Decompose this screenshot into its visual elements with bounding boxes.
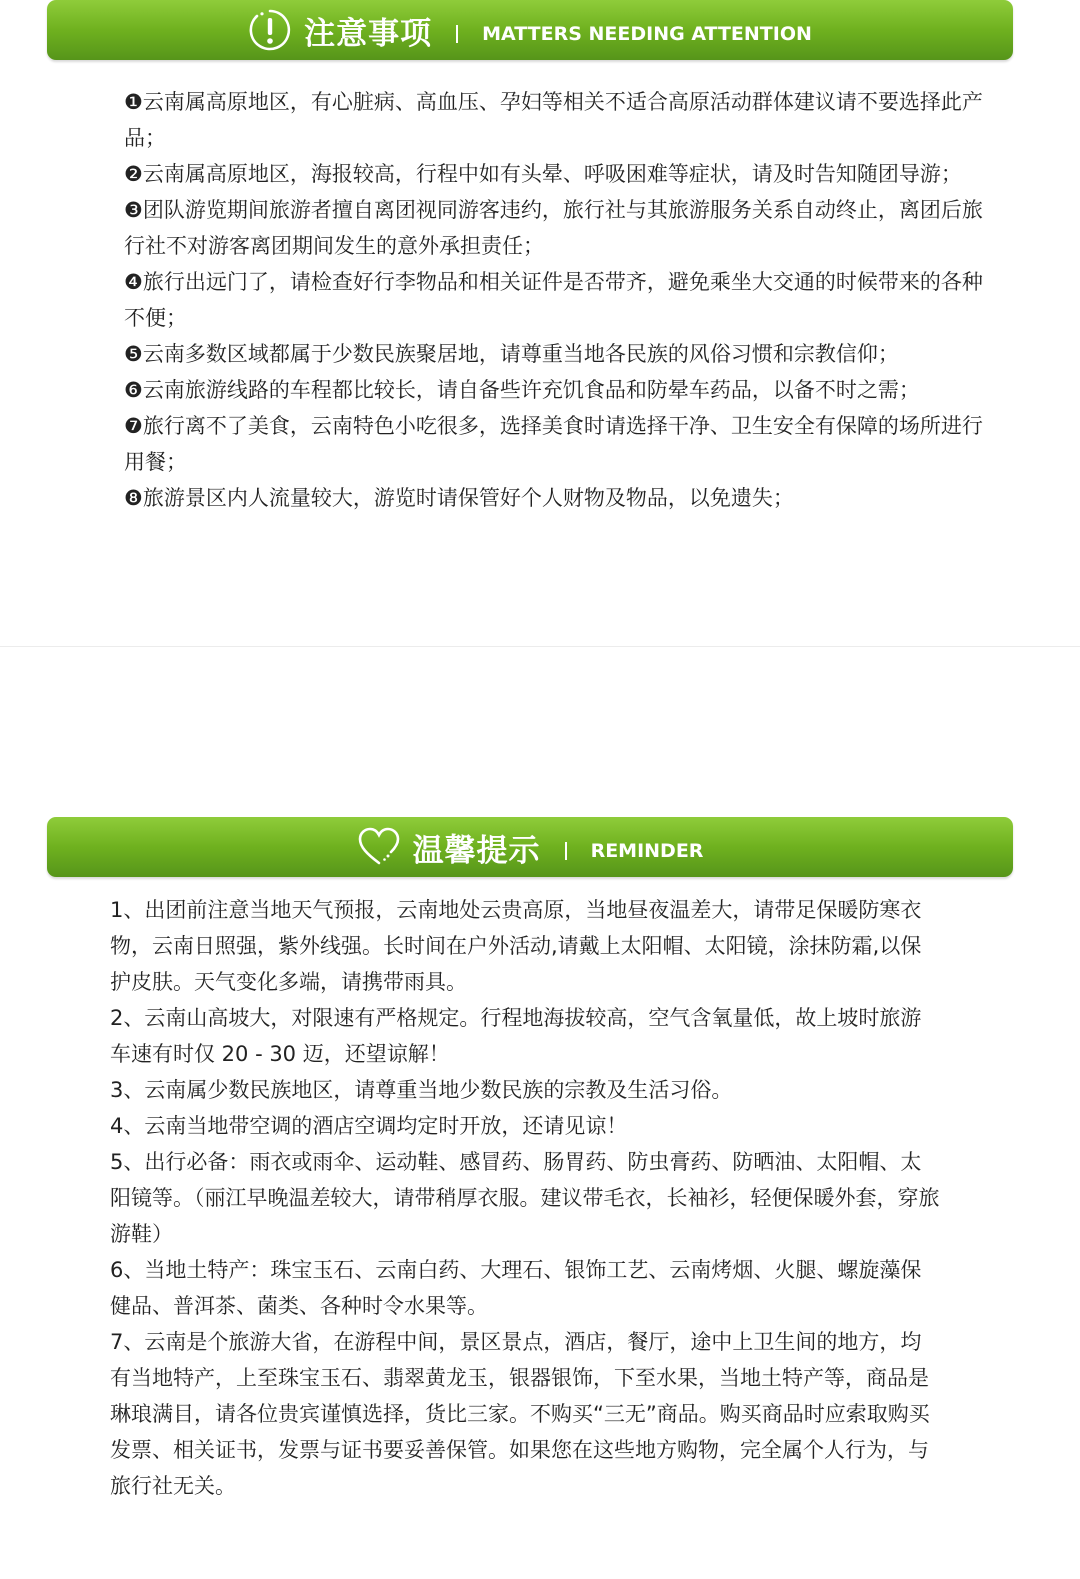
heart-outline-icon bbox=[357, 825, 401, 869]
reminder-title: 温馨提示 bbox=[412, 832, 541, 869]
section-divider bbox=[0, 646, 1080, 647]
attention-item: ❷云南属高原地区，海报较高，行程中如有头晕、呼吸困难等症状，请及时告知随团导游； bbox=[124, 162, 962, 186]
attention-item: ❻云南旅游线路的车程都比较长，请自备些许充饥食品和防晕车药品，以备不时之需； bbox=[124, 378, 920, 402]
attention-title: 注意事项 bbox=[304, 15, 433, 52]
attention-item: ❸团队游览期间旅游者擅自离团视同游客违约，旅行社与其旅游服务关系自动终止，离团后旅行社不对游客离团期间发生的意外承担责任； bbox=[124, 198, 983, 258]
banner-separator bbox=[565, 842, 567, 860]
attention-item: ❹旅行出远门了，请检查好行李物品和相关证件是否带齐，避免乘坐大交通的时候带来的各种不便； bbox=[124, 270, 983, 330]
reminder-item: 6、当地土特产：珠宝玉石、云南白药、大理石、银饰工艺、云南烤烟、火腿、螺旋藻保健品、普洱茶、菌类、各种时令水果等。 bbox=[110, 1258, 922, 1318]
reminder-subtitle: REMINDER bbox=[590, 840, 704, 862]
reminder-item: 4、云南当地带空调的酒店空调均定时开放，还请见谅！ bbox=[110, 1114, 628, 1138]
attention-subtitle: MATTERS NEEDING ATTENTION bbox=[482, 23, 812, 45]
attention-item: ❶云南属高原地区，有心脏病、高血压、孕妇等相关不适合高原活动群体建议请不要选择此产品； bbox=[124, 90, 983, 150]
banner-separator bbox=[456, 25, 458, 43]
attention-item: ❽旅游景区内人流量较大，游览时请保管好个人财物及物品，以免遗失； bbox=[124, 486, 794, 510]
reminder-banner bbox=[47, 817, 1013, 877]
attention-banner bbox=[47, 0, 1013, 60]
reminder-item: 5、出行必备：雨衣或雨伞、运动鞋、感冒药、肠胃药、防虫膏药、防晒油、太阳帽、太阳镜等。（丽江早晚温差较大，请带稍厚衣服。建议带毛衣，长袖衫，轻便保暖外套，穿旅游鞋） bbox=[110, 1150, 940, 1246]
reminder-item: 1、出团前注意当地天气预报，云南地处云贵高原，当地昼夜温差大，请带足保暖防寒衣物，云南日照强，紫外线强。长时间在户外活动,请戴上太阳帽、太阳镜，涂抹防霜,以保护皮肤。天气变化多端，请携带雨具。 bbox=[110, 898, 922, 994]
attention-item: ❼旅行离不了美食，云南特色小吃很多，选择美食时请选择干净、卫生安全有保障的场所进行用餐； bbox=[124, 414, 983, 474]
reminder-item: 3、云南属少数民族地区，请尊重当地少数民族的宗教及生活习俗。 bbox=[110, 1078, 733, 1102]
attention-item: ❺云南多数区域都属于少数民族聚居地，请尊重当地各民族的风俗习惯和宗教信仰； bbox=[124, 342, 899, 366]
exclamation-circle-icon bbox=[248, 8, 292, 52]
reminder-item: 2、云南山高坡大，对限速有严格规定。行程地海拔较高，空气含氧量低，故上坡时旅游车速有时仅 20 - 30 迈，还望谅解！ bbox=[110, 1006, 922, 1066]
attention-list bbox=[124, 84, 984, 516]
reminder-item: 7、云南是个旅游大省，在游程中间，景区景点，酒店，餐厅，途中上卫生间的地方，均有当地特产，上至珠宝玉石、翡翠黄龙玉，银器银饰，下至水果，当地土特产等，商品是琳琅满目，请各位贵宾谨慎选择，货比三家。不购买“三无”商品。购买商品时应索取购买发票、相关证书，发票与证书要妥善保管。如果您在这些地方购物，完全属个人行为，与旅行社无关。 bbox=[110, 1330, 930, 1498]
reminder-list bbox=[110, 892, 940, 1504]
